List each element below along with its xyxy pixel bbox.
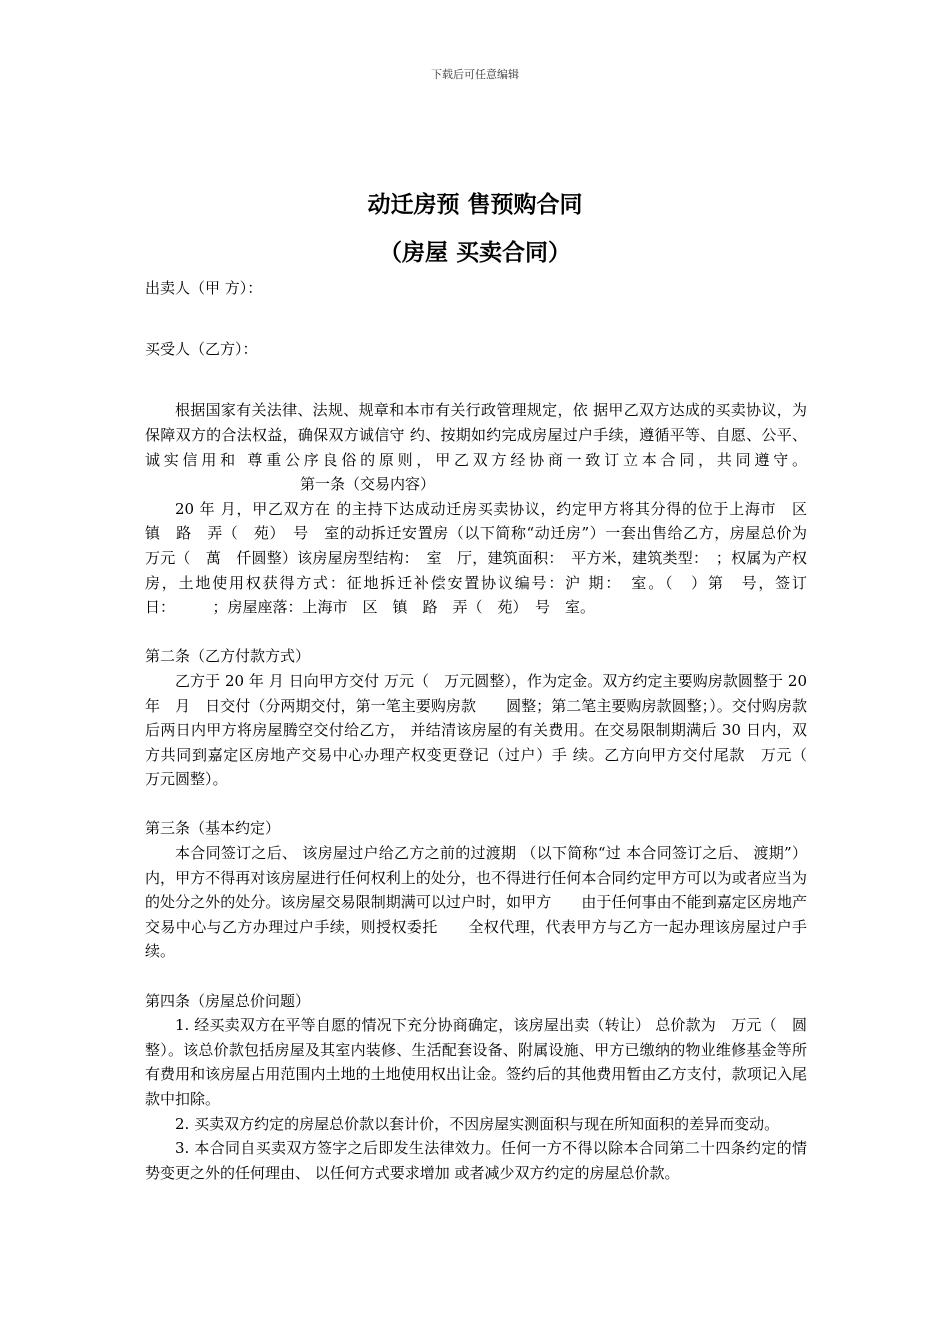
article3-body: 本合同签订之后、 该房屋过户给乙方之前的过渡期 （以下简称“过 本合同签订之后、 渡期”）内，甲方不得再对该房屋进行任何权利上的处分，也不得进行任何本合同约定甲方可以为或者应当为的处分之外的处分。该房屋交易限制期满可以过户时，如甲方 由于任何事由不能到嘉定区房地产交易中心与乙方办理过户手续，则授权委托 全权代理，代表甲方与乙方一起办理该房屋过户手续。: [145, 844, 807, 961]
header-note: 下载后可任意编辑: [431, 68, 519, 81]
preamble-paragraph: [145, 398, 807, 496]
buyer-line: 买受人（乙方）：: [145, 340, 258, 359]
article1-body: 20 年 月，甲乙双方在 的主持下达成动迁房买卖协议，约定甲方将其分得的位于上海市 区 镇 路 弄（ 苑） 号 室的动拆迁安置房（以下简称“动迁房”）一套出售给乙方，房屋总价为 万元（ 萬 仟圆整）该房屋房型结构： 室 厅，建筑面积： 平方米，建筑类型： ；权属为产权房，土地使用权获得方式：征地拆迁补偿安置协议编号：沪 期： 室。（ ）第 号，签订日： ；房屋座落：上海市 区 镇 路 弄（ 苑） 号 室。: [145, 499, 823, 617]
seller-line: 出卖人（甲 方）：: [145, 279, 263, 297]
article4-item: 2. 买卖双方约定的房屋总价款以套计价，不因房屋实测面积与现在所知面积的差异而变动。: [175, 1114, 780, 1133]
article4-item: 3. 本合同自买卖双方签字之后即发生法律效力。任何一方不得以除本合同第二十四条约定的情势变更之外的任何理由、 以任何方式要求增加 或者减少双方约定的房屋总价款。: [145, 1139, 807, 1182]
article4-item: 1. 经买卖双方在平等自愿的情况下充分协商确定，该房屋出卖（转让） 总价款为 万元（ 圆整）。该总价款包括房屋及其室内装修、生活配套设备、附属设施、甲方已缴纳的物业维修基金等所有费用和该房屋占用范围内土地的土地使用权出让金。签约后的其他费用暂由乙方支付，款项记入尾款中扣除。: [145, 1016, 807, 1108]
article2-heading: 第二条（乙方付款方式）: [145, 647, 311, 666]
article4-heading: 第四条（房屋总价问题）: [145, 991, 311, 1010]
article2-body: 乙方于 20 年 月 日向甲方交付 万元（ 万元圆整），作为定金。双方约定主要购房款圆整于 20 年 月 日交付（分两期交付，第一笔主要购房款 圆整；第二笔主要购房款圆整；）。交付购房款后两日内甲方将房屋腾空交付给乙方， 并结清该房屋的有关费用。在交易限制期满后 30 日内，双方共同到嘉定区房地产交易中心办理产权变更登记（过户）手 续。乙方向甲方交付尾款 万元（ 万元圆整）。: [145, 671, 838, 789]
contract-title: 动迁房预 售预购合同: [367, 192, 583, 218]
article3-heading: 第三条（基本约定）: [145, 819, 281, 838]
contract-subtitle: （房屋 买卖合同）: [378, 240, 571, 266]
preamble-text: 根据国家有关法律、法规、规章和本市有关行政管理规定，依 据甲乙双方达成的买卖协议，为保障双方的合法权益，确保双方诚信守 约、按期如约完成房屋过户手续，遵循平等、自愿、公平、诚实信用和 尊重公序良俗的原则，甲乙双方经协商一致订立本合同，共同遵守。: [145, 401, 807, 469]
contract-body: [145, 276, 838, 1185]
article1-heading: 第一条（交易内容）: [300, 475, 436, 494]
